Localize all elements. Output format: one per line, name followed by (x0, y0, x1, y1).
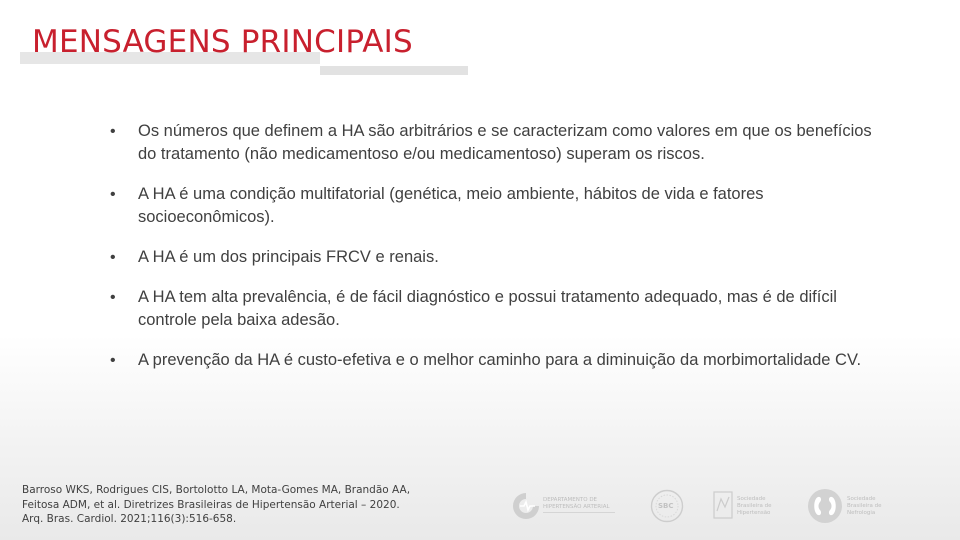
title-underline-accent (320, 66, 468, 75)
bullet-marker: • (110, 249, 116, 266)
list-item-text: A prevenção da HA é custo-efetiva e o melhor caminho para a diminuição da morbimortalidade CV. (138, 351, 862, 369)
kidney-emblem-icon (807, 488, 843, 524)
sbh-logo-text: Hipertensão (737, 510, 771, 516)
dha-logo-divider (543, 512, 615, 513)
dha-logo (511, 486, 631, 526)
list-item (110, 246, 890, 269)
list-item (110, 286, 890, 332)
citation-line: Feitosa ADM, et al. Diretrizes Brasileiras de Hipertensão Arterial – 2020. (22, 498, 400, 511)
dha-logo-text: DEPARTAMENTO DE (543, 497, 598, 503)
bullet-marker: • (110, 352, 116, 369)
list-item-text: Os números que definem a HA são arbitrários e se caracterizam como valores em que os benefícios do tratamento (não medicamentoso e/ou medicamentoso) superam os riscos. (138, 122, 872, 163)
bullet-marker: • (110, 123, 116, 140)
sbn-logo-text: Brasileira de (847, 503, 882, 509)
sbn-logo-text: Sociedade (847, 496, 876, 502)
list-item-text: A HA tem alta prevalência, é de fácil diagnóstico e possui tratamento adequado, mas é de difícil controle pela baixa adesão. (138, 288, 837, 329)
dha-logo-text: HIPERTENSÃO ARTERIAL (543, 504, 610, 510)
list-item (110, 183, 890, 229)
key-messages-list (110, 120, 890, 389)
sbc-seal-text: SBC (658, 502, 674, 510)
bullet-marker: • (110, 186, 116, 203)
bullet-marker: • (110, 289, 116, 306)
list-item (110, 120, 890, 166)
sbn-logo-text: Nefrologia (847, 510, 876, 516)
list-item (110, 349, 890, 372)
sbn-logo (807, 486, 897, 526)
citation-line: Arq. Bras. Cardiol. 2021;116(3):516-658. (22, 513, 237, 525)
citation-line: Barroso WKS, Rodrigues CIS, Bortolotto LA, Mota-Gomes MA, Brandão AA, (22, 484, 411, 496)
sbh-emblem-icon (713, 491, 733, 519)
sbh-logo-text: Sociedade (737, 496, 766, 502)
list-item-text: A HA é uma condição multifatorial (genética, meio ambiente, hábitos de vida e fatores socioeconômicos). (138, 185, 764, 226)
reference-citation (22, 483, 462, 527)
sbc-logo (650, 486, 686, 526)
sbh-logo (713, 486, 783, 526)
sbh-logo-text: Brasileira de (737, 503, 772, 509)
list-item-text: A HA é um dos principais FRCV e renais. (138, 248, 439, 266)
slide-title: MENSAGENS PRINCIPAIS (32, 24, 413, 60)
dha-emblem-icon (511, 491, 541, 521)
logo-strip (505, 486, 960, 526)
